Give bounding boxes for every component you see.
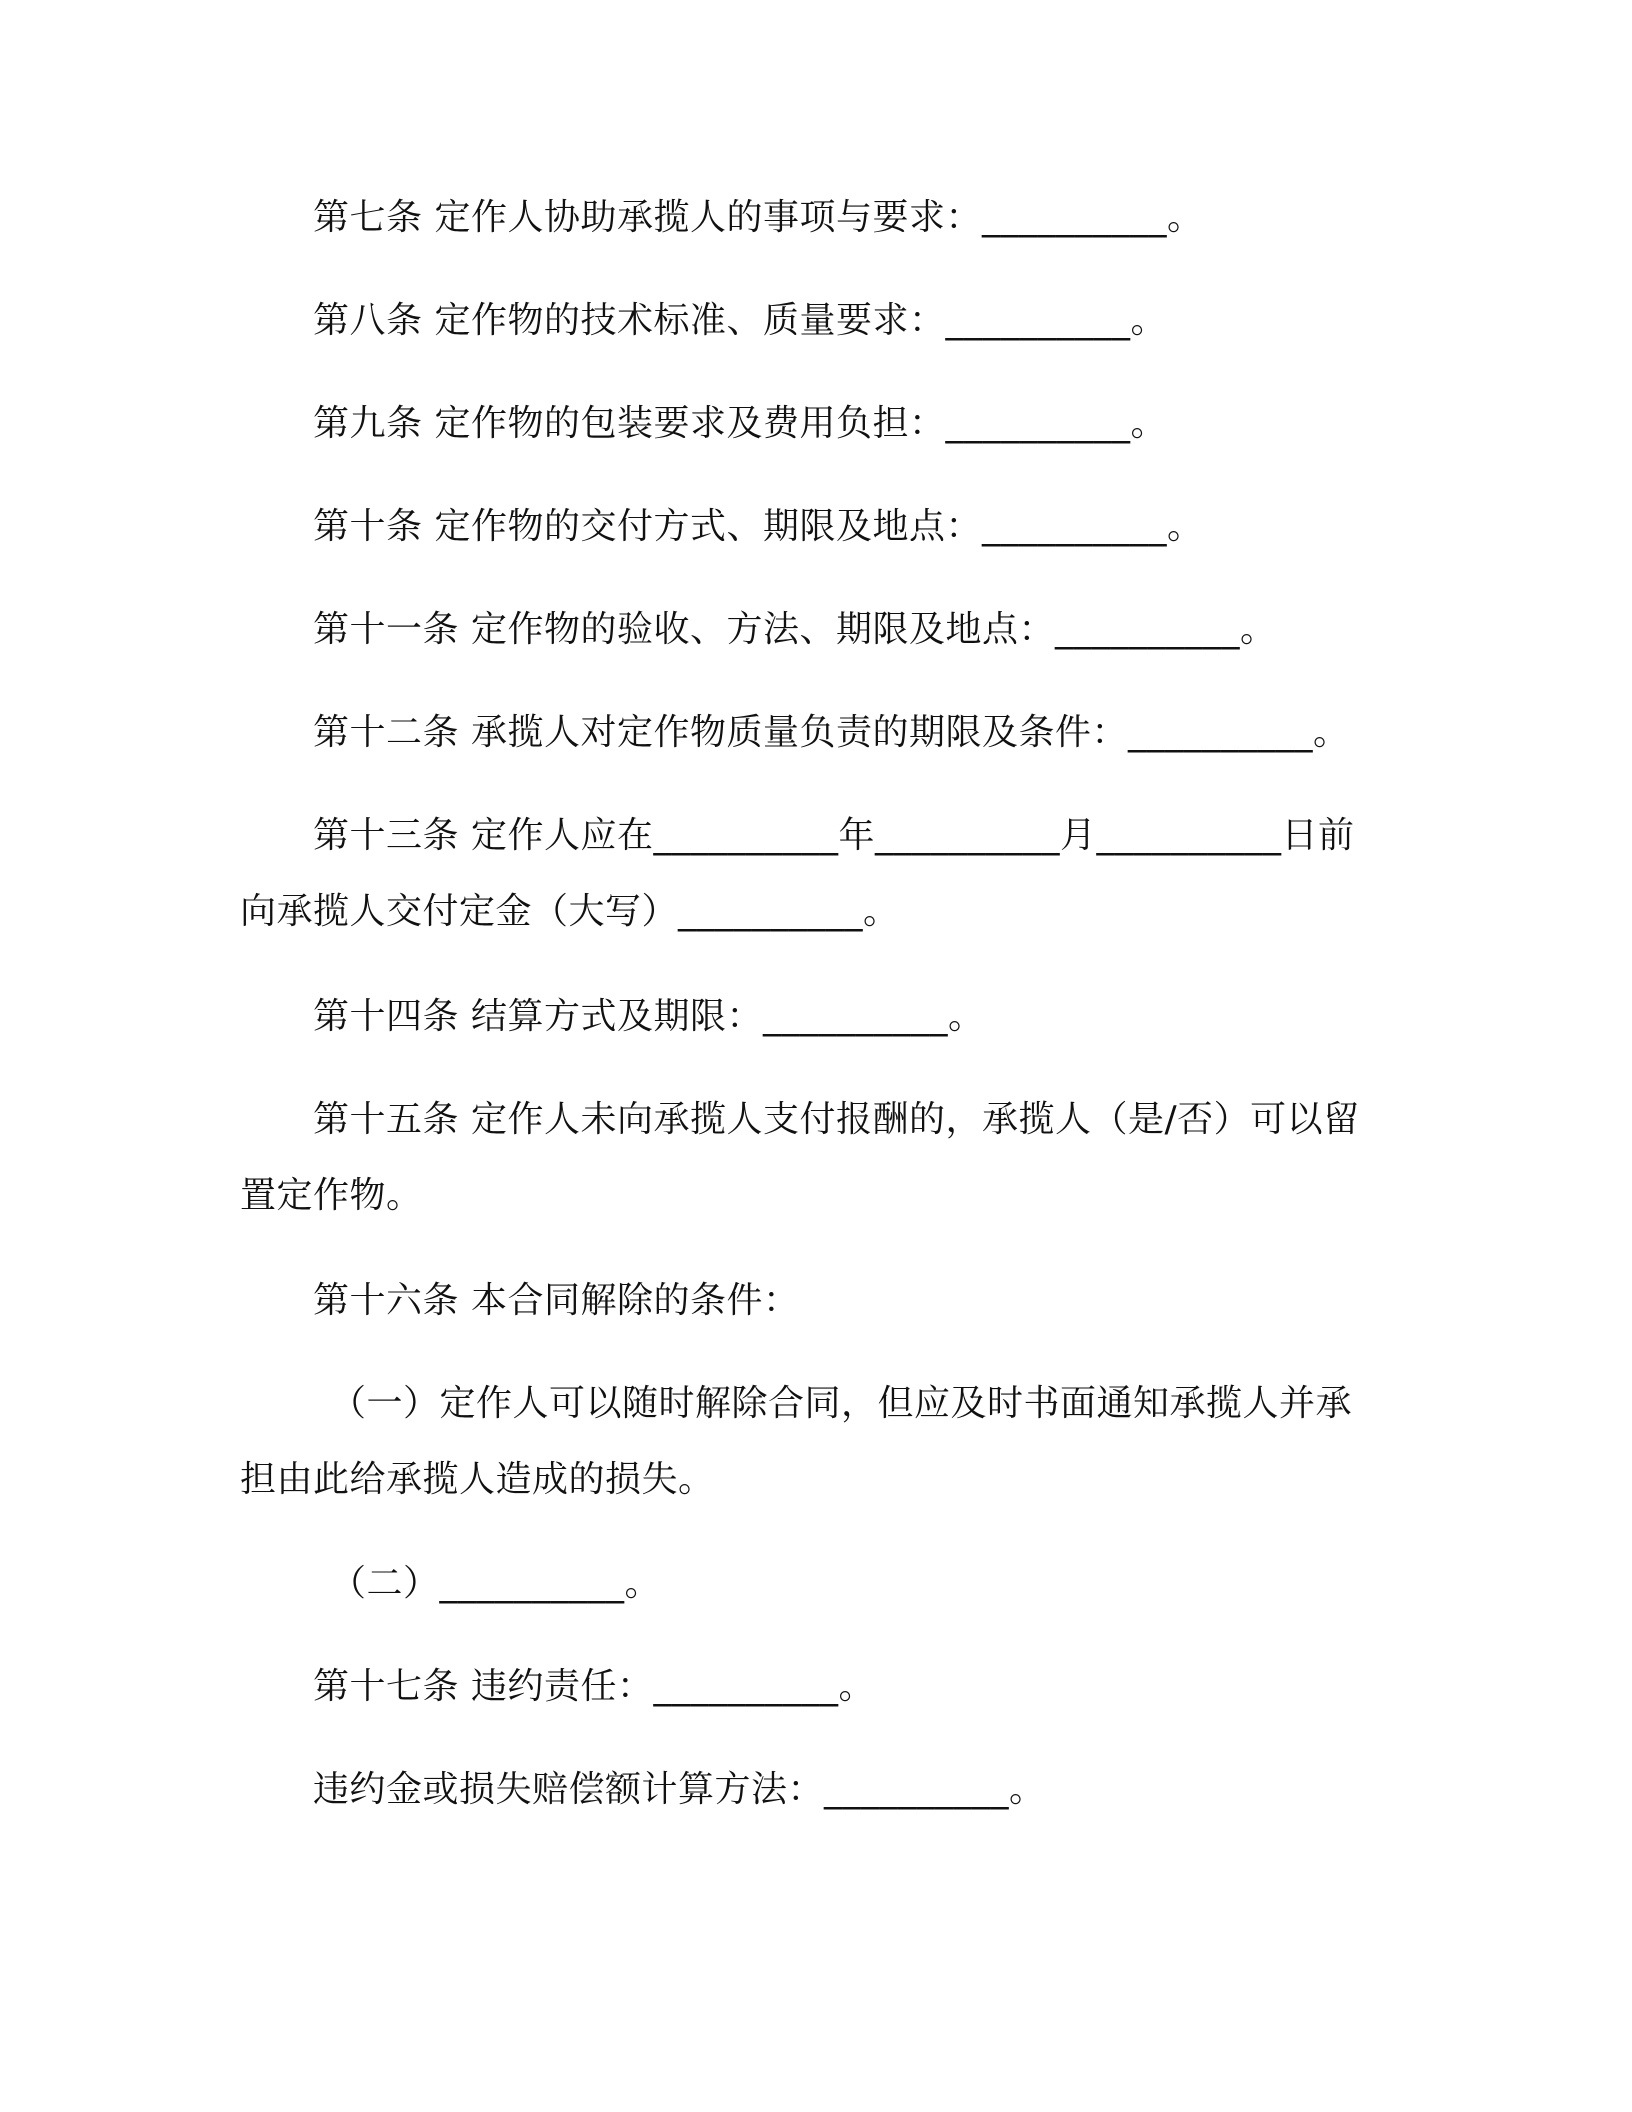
article-14: 第十四条 结算方式及期限：__________。 (313, 996, 985, 1037)
article-10: 第十条 定作物的交付方式、期限及地点：__________。 (313, 506, 1204, 547)
article-16-item-1-line-1: （一）定作人可以随时解除合同，但应及时书面通知承揽人并承 (330, 1383, 1353, 1424)
article-16: 第十六条 本合同解除的条件： (313, 1280, 800, 1321)
article-13-line-1: 第十三条 定作人应在__________年__________月__________日前 (313, 815, 1355, 856)
article-8: 第八条 定作物的技术标准、质量要求：__________。 (313, 300, 1167, 341)
article-12: 第十二条 承揽人对定作物质量负责的期限及条件：__________。 (313, 712, 1350, 753)
penalty-calculation: 违约金或损失赔偿额计算方法：__________。 (313, 1769, 1046, 1810)
article-11: 第十一条 定作物的验收、方法、期限及地点：__________。 (313, 609, 1277, 650)
article-7: 第七条 定作人协助承揽人的事项与要求：__________。 (313, 197, 1204, 238)
article-17: 第十七条 违约责任：__________。 (313, 1666, 875, 1707)
article-15-line-2: 置定作物。 (240, 1175, 423, 1216)
article-15-line-1: 第十五条 定作人未向承揽人支付报酬的，承揽人（是/否）可以留 (313, 1099, 1360, 1140)
article-16-item-1-line-2: 担由此给承揽人造成的损失。 (240, 1459, 715, 1500)
article-16-item-2: （二）__________。 (330, 1563, 662, 1604)
article-13-line-2: 向承揽人交付定金（大写）__________。 (240, 891, 900, 932)
article-9: 第九条 定作物的包装要求及费用负担：__________。 (313, 403, 1167, 444)
